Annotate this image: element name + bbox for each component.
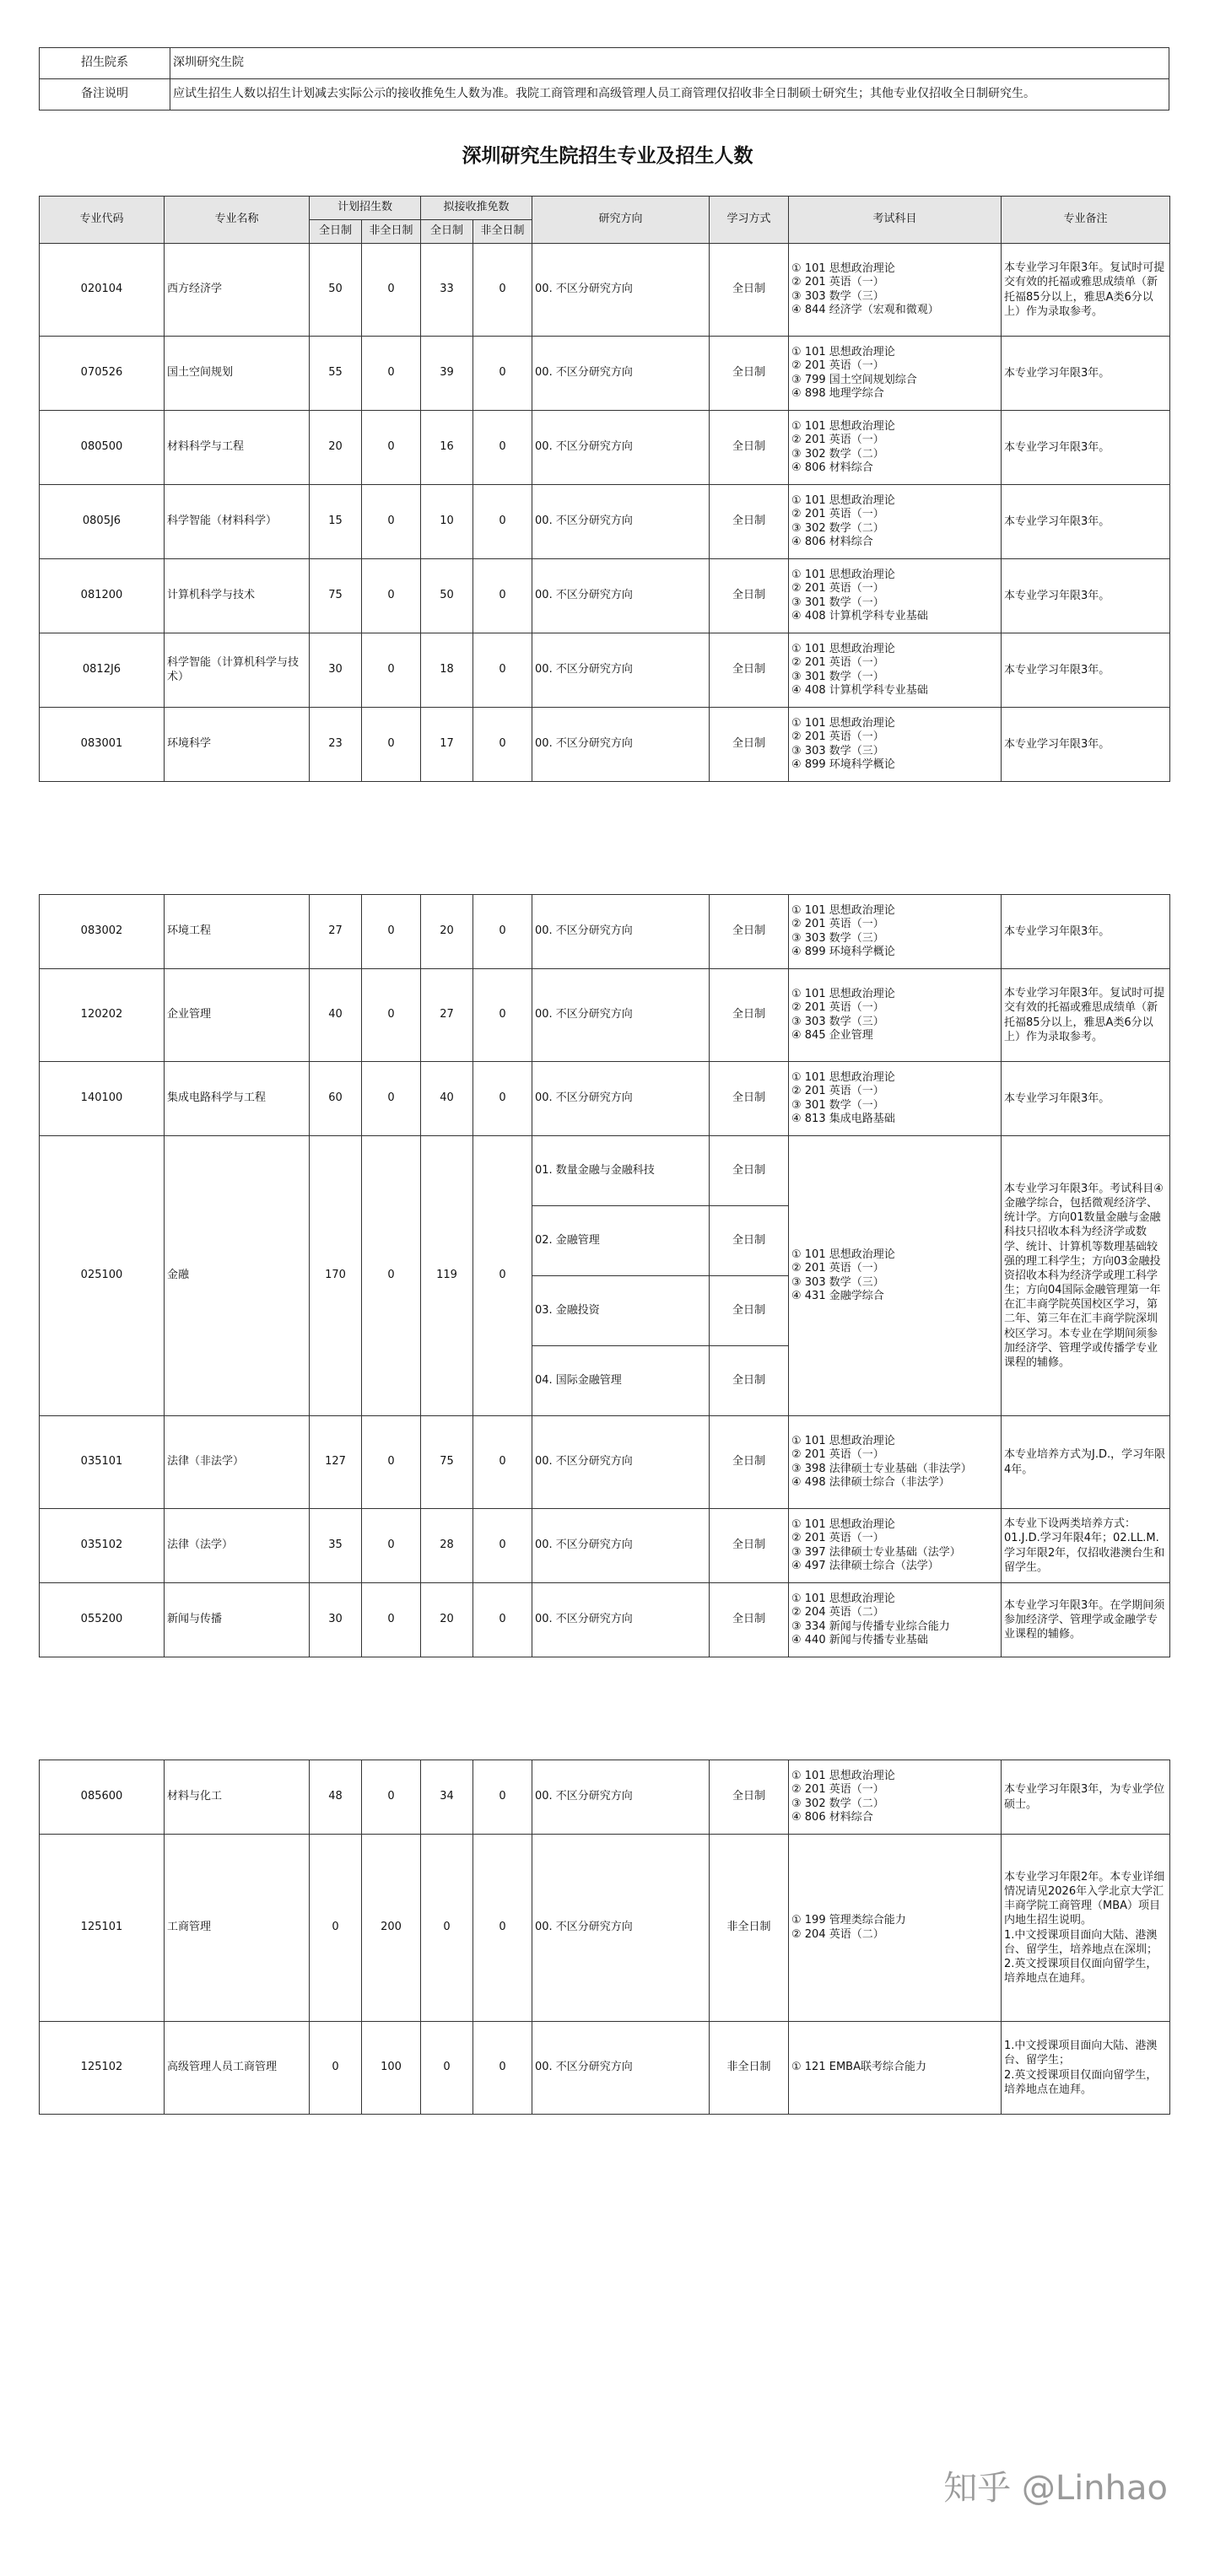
- major-name: 科学智能（计算机科学与技术）: [165, 633, 310, 708]
- exempt-part-count: 0: [473, 1583, 532, 1657]
- exempt-full-count: 75: [421, 1416, 473, 1509]
- major-note: 本专业学习年限3年。考试科目④金融学综合，包括微观经济学、统计学。方向01数量金融与金融科技只招收本科为经济学或数学、统计、计算机等数理基础较强的理工科学生；方向03金融投资招收本科为经济学或理工科学生；方向04国际金融管理第一年在汇丰商学院英国校区学习，第二年、第三年在汇丰商学院深圳校区学习。本专业在学期间须参加经济学、管理学或传播学专业课程的辅修。: [1002, 1136, 1170, 1416]
- major-code: 125102: [40, 2022, 165, 2115]
- plan-part-count: 0: [362, 1583, 421, 1657]
- header-note: 专业备注: [1002, 197, 1170, 244]
- exam-subject-item: ① 101 思想政治理论: [791, 1518, 895, 1532]
- exempt-full-count: 39: [421, 337, 473, 411]
- major-note: [1002, 2022, 1170, 2115]
- study-mode: 非全日制: [710, 1835, 789, 2022]
- exam-subject-item: ① 101 思想政治理论: [791, 1435, 895, 1448]
- major-note: 本专业学习年限3年。: [1002, 485, 1170, 559]
- table-row: [40, 1509, 1170, 1583]
- major-name: 材料与化工: [165, 1760, 310, 1835]
- exam-subject-item: ① 101 思想政治理论: [791, 262, 895, 276]
- research-direction: 00. 不区分研究方向: [532, 1416, 710, 1509]
- major-code: 025100: [40, 1136, 165, 1416]
- plan-full-count: 30: [310, 633, 362, 708]
- research-direction: 00. 不区分研究方向: [532, 2022, 710, 2115]
- major-note: 本专业学习年限3年。复试时可提交有效的托福或雅思成绩单（新托福85分以上，雅思A类6分以上）作为录取参考。: [1002, 244, 1170, 337]
- exam-subject-item: ③ 301 数学（一）: [791, 595, 884, 609]
- exam-subject-item: ① 101 思想政治理论: [791, 1071, 895, 1085]
- exempt-full-count: 17: [421, 708, 473, 782]
- exempt-part-count: 0: [473, 1416, 532, 1509]
- exam-subject-item: ② 201 英语（一）: [791, 434, 884, 447]
- exam-subject-item: ④ 806 材料综合: [791, 1810, 873, 1824]
- exam-subjects: [789, 708, 1002, 782]
- research-direction: 00. 不区分研究方向: [532, 1760, 710, 1835]
- major-name: 金融: [165, 1136, 310, 1416]
- exempt-part-count: 0: [473, 969, 532, 1062]
- table-row: [40, 969, 1170, 1062]
- major-note: 本专业学习年限3年。在学期间须参加经济学、管理学或金融学专业课程的辅修。: [1002, 1583, 1170, 1657]
- plan-part-count: 0: [362, 1760, 421, 1835]
- plan-full-count: 40: [310, 969, 362, 1062]
- study-mode: 全日制: [710, 485, 789, 559]
- exam-subject-item: ② 204 英语（二）: [791, 1606, 884, 1619]
- research-direction: 00. 不区分研究方向: [532, 969, 710, 1062]
- plan-part-count: 0: [362, 337, 421, 411]
- plan-part-count: 0: [362, 1062, 421, 1136]
- research-direction: 00. 不区分研究方向: [532, 708, 710, 782]
- major-name: 材料科学与工程: [165, 411, 310, 485]
- watermark: 知乎 @Linhao: [943, 2469, 1168, 2508]
- exam-subject-item: ④ 806 材料综合: [791, 535, 873, 548]
- research-direction: 00. 不区分研究方向: [532, 485, 710, 559]
- plan-full-count: 20: [310, 411, 362, 485]
- exempt-part-count: 0: [473, 633, 532, 708]
- major-code: 055200: [40, 1583, 165, 1657]
- plan-full-count: 35: [310, 1509, 362, 1583]
- exam-subjects: [789, 244, 1002, 337]
- exempt-part-count: 0: [473, 559, 532, 633]
- exempt-part-count: 0: [473, 337, 532, 411]
- major-note: 本专业学习年限3年。: [1002, 559, 1170, 633]
- plan-part-count: 0: [362, 1416, 421, 1509]
- exempt-full-count: 28: [421, 1509, 473, 1583]
- plan-full-count: 48: [310, 1760, 362, 1835]
- exam-subject-item: ③ 334 新闻与传播专业综合能力: [791, 1619, 950, 1633]
- exempt-part-count: 0: [473, 708, 532, 782]
- major-note-line: 1.中文授课项目面向大陆、港澳台、留学生，培养地点在深圳；: [1004, 1928, 1158, 1956]
- major-note-line: 2.英文授课项目仅面向留学生，培养地点在迪拜。: [1004, 2068, 1158, 2096]
- exam-subject-item: ② 201 英语（一）: [791, 1001, 884, 1015]
- plan-full-count: 15: [310, 485, 362, 559]
- plan-full-count: 50: [310, 244, 362, 337]
- exempt-part-count: 0: [473, 485, 532, 559]
- exam-subjects: [789, 411, 1002, 485]
- table-row: [40, 1062, 1170, 1136]
- research-direction: 00. 不区分研究方向: [532, 633, 710, 708]
- header-exempt: 拟接收推免数: [421, 197, 532, 220]
- table-row: [40, 485, 1170, 559]
- table-row: [40, 411, 1170, 485]
- major-name: 国土空间规划: [165, 337, 310, 411]
- exam-subjects: [789, 485, 1002, 559]
- plan-full-count: 75: [310, 559, 362, 633]
- research-direction: 00. 不区分研究方向: [532, 895, 710, 969]
- exempt-full-count: 50: [421, 559, 473, 633]
- exam-subject-item: ③ 302 数学（二）: [791, 1797, 884, 1810]
- major-note-line: 1.中文授课项目面向大陆、港澳台、留学生；: [1004, 2040, 1158, 2067]
- major-note: 本专业下设两类培养方式：01.J.D.学习年限4年；02.LL.M.学习年限2年，仅招收港澳台生和留学生。: [1002, 1509, 1170, 1583]
- exam-subject-item: ④ 408 计算机学科专业基础: [791, 683, 928, 697]
- exempt-part-count: 0: [473, 1509, 532, 1583]
- plan-full-count: 23: [310, 708, 362, 782]
- study-mode: 全日制: [710, 1136, 789, 1206]
- major-code: 120202: [40, 969, 165, 1062]
- remark-label: 备注说明: [40, 79, 170, 110]
- study-mode: 全日制: [710, 1416, 789, 1509]
- exam-subject-item: ④ 845 企业管理: [791, 1028, 873, 1042]
- exam-subject-item: ② 201 英语（一）: [791, 656, 884, 670]
- table-row: [40, 2022, 1170, 2115]
- study-mode: 非全日制: [710, 2022, 789, 2115]
- exam-subject-item: ③ 302 数学（二）: [791, 447, 884, 461]
- header-code: 专业代码: [40, 197, 165, 244]
- table-row: [40, 1760, 1170, 1835]
- exam-subject-item: ② 201 英语（一）: [791, 1448, 884, 1462]
- header-exempt-part: 非全日制: [473, 220, 532, 244]
- major-name: 计算机科学与技术: [165, 559, 310, 633]
- exam-subject-item: ③ 397 法律硕士专业基础（法学）: [791, 1545, 961, 1559]
- major-name: 新闻与传播: [165, 1583, 310, 1657]
- school-value: 深圳研究生院: [170, 48, 1169, 79]
- exam-subject-item: ④ 899 环境科学概论: [791, 757, 895, 771]
- plan-part-count: 0: [362, 485, 421, 559]
- exempt-part-count: 0: [473, 244, 532, 337]
- header-name: 专业名称: [165, 197, 310, 244]
- major-code: 080500: [40, 411, 165, 485]
- exam-subject-item: ① 101 思想政治理论: [791, 1770, 895, 1783]
- table-row: [40, 1583, 1170, 1657]
- exam-subject-item: ④ 431 金融学综合: [791, 1289, 884, 1302]
- exam-subject-item: ① 101 思想政治理论: [791, 420, 895, 434]
- exam-subjects: [789, 633, 1002, 708]
- exam-subject-item: ③ 799 国土空间规划综合: [791, 373, 917, 386]
- exam-subjects: [789, 1509, 1002, 1583]
- study-mode: 全日制: [710, 1062, 789, 1136]
- major-name: 法律（非法学）: [165, 1416, 310, 1509]
- exempt-part-count: 0: [473, 1835, 532, 2022]
- exam-subjects: [789, 2022, 1002, 2115]
- info-table: [39, 47, 1169, 110]
- exam-subject-item: ③ 303 数学（三）: [791, 1015, 884, 1028]
- exam-subject-item: ④ 440 新闻与传播专业基础: [791, 1633, 928, 1646]
- exam-subjects: [789, 1062, 1002, 1136]
- exam-subject-item: ② 201 英语（一）: [791, 1085, 884, 1098]
- study-mode: 全日制: [710, 895, 789, 969]
- exam-subjects: [789, 969, 1002, 1062]
- plan-part-count: 0: [362, 969, 421, 1062]
- table-row: [40, 1136, 1170, 1206]
- research-direction: 00. 不区分研究方向: [532, 244, 710, 337]
- plan-part-count: 200: [362, 1835, 421, 2022]
- exam-subject-item: ② 201 英语（一）: [791, 582, 884, 595]
- exempt-full-count: 34: [421, 1760, 473, 1835]
- plan-part-count: 0: [362, 1509, 421, 1583]
- exempt-full-count: 27: [421, 969, 473, 1062]
- plan-part-count: 0: [362, 895, 421, 969]
- exam-subject-item: ① 101 思想政治理论: [791, 346, 895, 359]
- major-code: 035101: [40, 1416, 165, 1509]
- exam-subjects: [789, 1760, 1002, 1835]
- exempt-part-count: 0: [473, 2022, 532, 2115]
- plan-part-count: 0: [362, 411, 421, 485]
- major-code: 125101: [40, 1835, 165, 2022]
- exam-subject-item: ③ 303 数学（三）: [791, 1275, 884, 1289]
- table-row: [40, 708, 1170, 782]
- study-mode: 全日制: [710, 411, 789, 485]
- major-code: 020104: [40, 244, 165, 337]
- exam-subject-item: ① 101 思想政治理论: [791, 643, 895, 656]
- exam-subjects: [789, 1835, 1002, 2022]
- exam-subject-item: ③ 301 数学（一）: [791, 1098, 884, 1112]
- exam-subject-item: ① 101 思想政治理论: [791, 1248, 895, 1262]
- plan-full-count: 55: [310, 337, 362, 411]
- study-mode: 全日制: [710, 1276, 789, 1346]
- exam-subject-item: ③ 398 法律硕士专业基础（非法学）: [791, 1462, 972, 1475]
- exam-subject-item: ① 101 思想政治理论: [791, 569, 895, 582]
- exam-subject-item: ④ 806 材料综合: [791, 461, 873, 474]
- study-mode: 全日制: [710, 337, 789, 411]
- research-direction: 02. 金融管理: [532, 1206, 710, 1276]
- plan-part-count: 0: [362, 1136, 421, 1416]
- exempt-full-count: 18: [421, 633, 473, 708]
- major-name: 西方经济学: [165, 244, 310, 337]
- plan-full-count: 0: [310, 1835, 362, 2022]
- exempt-part-count: 0: [473, 1062, 532, 1136]
- table-row: [40, 895, 1170, 969]
- study-mode: 全日制: [710, 559, 789, 633]
- major-note: 本专业学习年限3年。: [1002, 337, 1170, 411]
- remark-value: 应试生招生人数以招生计划减去实际公示的接收推免生人数为准。我院工商管理和高级管理人员工商管理仅招收非全日制硕士研究生；其他专业仅招收全日制研究生。: [170, 79, 1169, 110]
- exam-subject-item: ③ 303 数学（三）: [791, 931, 884, 945]
- major-code: 085600: [40, 1760, 165, 1835]
- exam-subject-item: ② 201 英语（一）: [791, 730, 884, 744]
- exam-subjects: [789, 337, 1002, 411]
- research-direction: 00. 不区分研究方向: [532, 1509, 710, 1583]
- major-code: 083002: [40, 895, 165, 969]
- exam-subject-item: ① 101 思想政治理论: [791, 904, 895, 918]
- plan-full-count: 127: [310, 1416, 362, 1509]
- table-row: [40, 337, 1170, 411]
- exempt-full-count: 16: [421, 411, 473, 485]
- exam-subject-item: ② 201 英语（一）: [791, 359, 884, 373]
- header-plan-full: 全日制: [310, 220, 362, 244]
- study-mode: 全日制: [710, 244, 789, 337]
- exam-subjects: [789, 1416, 1002, 1509]
- study-mode: 全日制: [710, 1206, 789, 1276]
- exempt-part-count: 0: [473, 411, 532, 485]
- major-note: 本专业学习年限3年。: [1002, 895, 1170, 969]
- research-direction: 03. 金融投资: [532, 1276, 710, 1346]
- admission-table-part-1: [39, 196, 1170, 782]
- major-note-line: 本专业学习年限2年。本专业详细情况请见2026年入学北京大学汇丰商学院工商管理（MBA）项目内地生招生说明。: [1004, 1870, 1165, 1927]
- table-row: [40, 559, 1170, 633]
- header-plan: 计划招生数: [310, 197, 421, 220]
- plan-part-count: 0: [362, 708, 421, 782]
- info-row-school: [40, 48, 1169, 79]
- major-name: 科学智能（材料科学）: [165, 485, 310, 559]
- research-direction: 00. 不区分研究方向: [532, 559, 710, 633]
- table-row: [40, 1416, 1170, 1509]
- study-mode: 全日制: [710, 969, 789, 1062]
- exempt-part-count: 0: [473, 895, 532, 969]
- study-mode: 全日制: [710, 1346, 789, 1416]
- exam-subject-item: ② 201 英语（一）: [791, 1262, 884, 1275]
- header-plan-part: 非全日制: [362, 220, 421, 244]
- header-direction: 研究方向: [532, 197, 710, 244]
- exempt-full-count: 119: [421, 1136, 473, 1416]
- exempt-full-count: 0: [421, 1835, 473, 2022]
- header-subjects: 考试科目: [789, 197, 1002, 244]
- plan-full-count: 60: [310, 1062, 362, 1136]
- major-code: 0805J6: [40, 485, 165, 559]
- major-code: 140100: [40, 1062, 165, 1136]
- study-mode: 全日制: [710, 1509, 789, 1583]
- major-note-line: 2.英文授课项目仅面向留学生，培养地点在迪拜。: [1004, 1957, 1158, 1985]
- table-row: [40, 633, 1170, 708]
- major-note: 本专业学习年限3年。: [1002, 411, 1170, 485]
- study-mode: 全日制: [710, 633, 789, 708]
- page-title: 深圳研究生院招生专业及招生人数: [462, 145, 753, 167]
- exam-subject-item: ③ 301 数学（一）: [791, 670, 884, 683]
- plan-full-count: 170: [310, 1136, 362, 1416]
- major-note: 本专业学习年限3年。: [1002, 1062, 1170, 1136]
- exam-subject-item: ② 201 英语（一）: [791, 508, 884, 521]
- research-direction: 01. 数量金融与金融科技: [532, 1136, 710, 1206]
- research-direction: 00. 不区分研究方向: [532, 1062, 710, 1136]
- major-note: 本专业学习年限3年，为专业学位硕士。: [1002, 1760, 1170, 1835]
- study-mode: 全日制: [710, 1583, 789, 1657]
- info-row-remark: [40, 79, 1169, 110]
- exam-subject-item: ③ 303 数学（三）: [791, 744, 884, 757]
- exam-subject-item: ④ 813 集成电路基础: [791, 1112, 895, 1125]
- exam-subject-item: ① 199 管理类综合能力: [791, 1914, 906, 1927]
- exam-subjects: [789, 1136, 1002, 1416]
- major-note: [1002, 1835, 1170, 2022]
- study-mode: 全日制: [710, 708, 789, 782]
- major-code: 070526: [40, 337, 165, 411]
- plan-full-count: 30: [310, 1583, 362, 1657]
- plan-full-count: 0: [310, 2022, 362, 2115]
- exam-subjects: [789, 1583, 1002, 1657]
- exam-subjects: [789, 559, 1002, 633]
- admission-table-part-3: [39, 1760, 1170, 2115]
- exempt-full-count: 0: [421, 2022, 473, 2115]
- exam-subject-item: ④ 898 地理学综合: [791, 386, 884, 400]
- major-note: 本专业学习年限3年。: [1002, 708, 1170, 782]
- header-exempt-full: 全日制: [421, 220, 473, 244]
- exam-subject-item: ① 101 思想政治理论: [791, 717, 895, 730]
- study-mode: 全日制: [710, 1760, 789, 1835]
- research-direction: 00. 不区分研究方向: [532, 337, 710, 411]
- major-note: 本专业学习年限3年。: [1002, 633, 1170, 708]
- exam-subject-item: ① 101 思想政治理论: [791, 494, 895, 508]
- exempt-part-count: 0: [473, 1136, 532, 1416]
- exam-subject-item: ① 101 思想政治理论: [791, 988, 895, 1001]
- major-name: 集成电路科学与工程: [165, 1062, 310, 1136]
- major-name: 环境工程: [165, 895, 310, 969]
- exam-subject-item: ③ 302 数学（二）: [791, 521, 884, 535]
- exam-subject-item: ③ 303 数学（三）: [791, 289, 884, 303]
- major-name: 工商管理: [165, 1835, 310, 2022]
- major-name: 法律（法学）: [165, 1509, 310, 1583]
- exempt-full-count: 10: [421, 485, 473, 559]
- exam-subject-item: ④ 408 计算机学科专业基础: [791, 609, 928, 622]
- exam-subjects: [789, 895, 1002, 969]
- major-code: 083001: [40, 708, 165, 782]
- research-direction: 04. 国际金融管理: [532, 1346, 710, 1416]
- header-row: [40, 197, 1170, 220]
- school-label: 招生院系: [40, 48, 170, 79]
- exam-subject-item: ② 204 英语（二）: [791, 1927, 884, 1941]
- exam-subject-item: ① 121 EMBA联考综合能力: [791, 2061, 926, 2074]
- research-direction: 00. 不区分研究方向: [532, 1583, 710, 1657]
- exam-subject-item: ④ 899 环境科学概论: [791, 945, 895, 958]
- exempt-full-count: 33: [421, 244, 473, 337]
- major-note: 本专业学习年限3年。复试时可提交有效的托福或雅思成绩单（新托福85分以上，雅思A类6分以上）作为录取参考。: [1002, 969, 1170, 1062]
- table-row: [40, 244, 1170, 337]
- major-name: 企业管理: [165, 969, 310, 1062]
- admission-table-part-2: [39, 894, 1170, 1657]
- exam-subject-item: ② 201 英语（一）: [791, 918, 884, 931]
- exempt-full-count: 20: [421, 895, 473, 969]
- plan-full-count: 27: [310, 895, 362, 969]
- major-code: 035102: [40, 1509, 165, 1583]
- plan-part-count: 0: [362, 244, 421, 337]
- exam-subject-item: ① 101 思想政治理论: [791, 1592, 895, 1606]
- plan-part-count: 0: [362, 559, 421, 633]
- research-direction: 00. 不区分研究方向: [532, 1835, 710, 2022]
- plan-part-count: 0: [362, 633, 421, 708]
- major-code: 081200: [40, 559, 165, 633]
- exam-subject-item: ② 201 英语（一）: [791, 276, 884, 289]
- exempt-full-count: 40: [421, 1062, 473, 1136]
- exam-subject-item: ④ 498 法律硕士综合（非法学）: [791, 1475, 950, 1489]
- plan-part-count: 100: [362, 2022, 421, 2115]
- major-note: 本专业培养方式为J.D.，学习年限4年。: [1002, 1416, 1170, 1509]
- header-mode: 学习方式: [710, 197, 789, 244]
- table-row: [40, 1835, 1170, 2022]
- exam-subject-item: ② 201 英语（一）: [791, 1532, 884, 1545]
- major-name: 环境科学: [165, 708, 310, 782]
- major-code: 0812J6: [40, 633, 165, 708]
- exam-subject-item: ② 201 英语（一）: [791, 1783, 884, 1797]
- exam-subject-item: ④ 497 法律硕士综合（法学）: [791, 1559, 939, 1572]
- major-name: 高级管理人员工商管理: [165, 2022, 310, 2115]
- exempt-full-count: 20: [421, 1583, 473, 1657]
- research-direction: 00. 不区分研究方向: [532, 411, 710, 485]
- exam-subject-item: ④ 844 经济学（宏观和微观）: [791, 303, 939, 316]
- exempt-part-count: 0: [473, 1760, 532, 1835]
